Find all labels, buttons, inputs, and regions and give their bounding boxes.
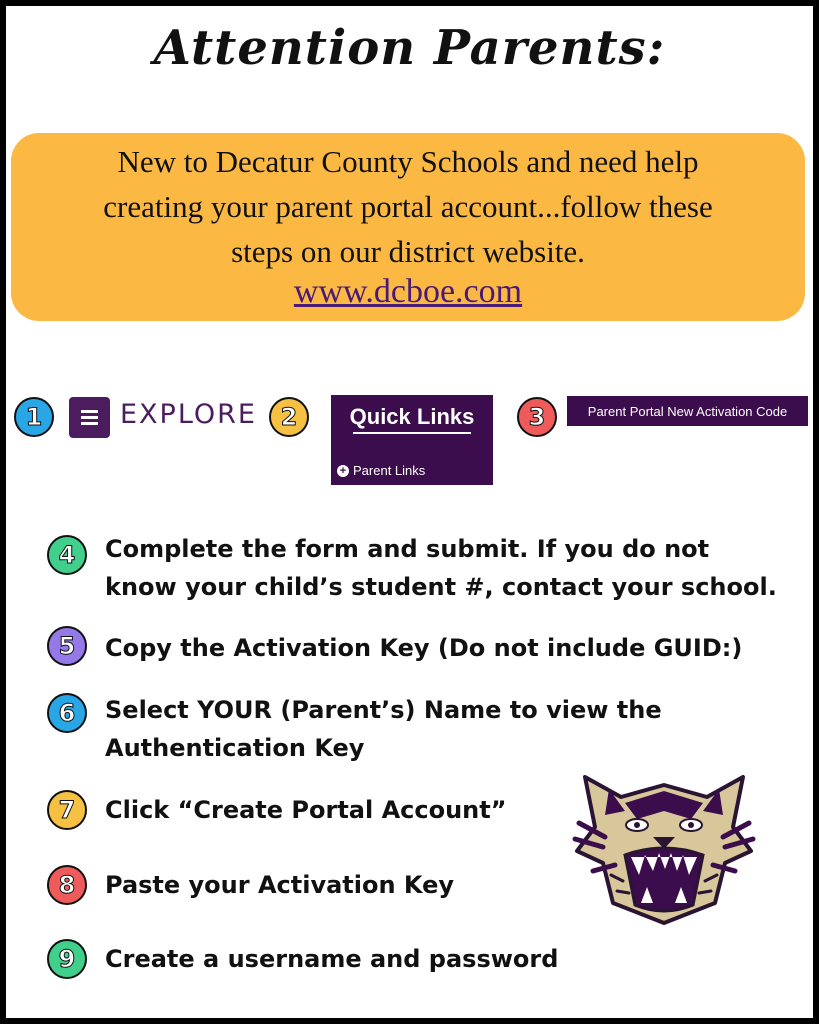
step-5-badge: 5 (47, 626, 87, 666)
step-4-text (105, 530, 777, 606)
parent-links-item[interactable] (337, 463, 425, 478)
banner-line-3: steps on our district website. (231, 234, 585, 269)
step-5-text (105, 629, 742, 667)
step-5-line-1: Copy the Activation Key (Do not include GUID:) (105, 634, 743, 662)
step-8-line-1: Paste your Activation Key (105, 871, 455, 899)
step-9-line-1: Create a username and password (105, 945, 559, 973)
step-8-badge: 8 (47, 865, 87, 905)
step-6-line-2: Authentication Key (105, 734, 365, 762)
page-title: Attention Parents: (153, 20, 666, 76)
step-4-badge: 4 (47, 535, 87, 575)
intro-banner (11, 133, 805, 321)
banner-text (11, 139, 805, 274)
activation-code-button[interactable]: Parent Portal New Activation Code (567, 396, 808, 426)
step-1-badge: 1 (14, 397, 54, 437)
district-website-link[interactable]: www.dcboe.com (293, 273, 523, 310)
tiger-mascot-icon (565, 763, 763, 925)
plus-circle-icon: + (337, 465, 349, 477)
parent-links-label: Parent Links (353, 463, 426, 478)
banner-line-1: New to Decatur County Schools and need help (117, 144, 699, 179)
step-7-text (105, 791, 507, 829)
step-4-line-1: Complete the form and submit. If you do not (105, 535, 710, 563)
banner-line-2: creating your parent portal account...follow these (103, 189, 713, 224)
step-6-text (105, 691, 662, 767)
step-8-text (105, 866, 454, 904)
step-3-badge: 3 (517, 397, 557, 437)
quick-links-title[interactable]: Quick Links (349, 404, 475, 429)
step-9-badge: 9 (47, 939, 87, 979)
quick-links-panel[interactable] (331, 395, 493, 485)
step-9-text (105, 940, 558, 978)
menu-icon[interactable] (69, 397, 110, 438)
step-6-line-1: Select YOUR (Parent’s) Name to view the (105, 696, 662, 724)
step-6-badge: 6 (47, 693, 87, 733)
step-2-badge: 2 (269, 397, 309, 437)
flyer-page (6, 6, 813, 1018)
explore-label[interactable]: EXPLORE (120, 399, 257, 430)
step-7-line-1: Click “Create Portal Account” (105, 796, 507, 824)
quick-links-divider (353, 432, 471, 434)
step-7-badge: 7 (47, 790, 87, 830)
step-4-line-2: know your child’s student #, contact your school. (105, 573, 777, 601)
